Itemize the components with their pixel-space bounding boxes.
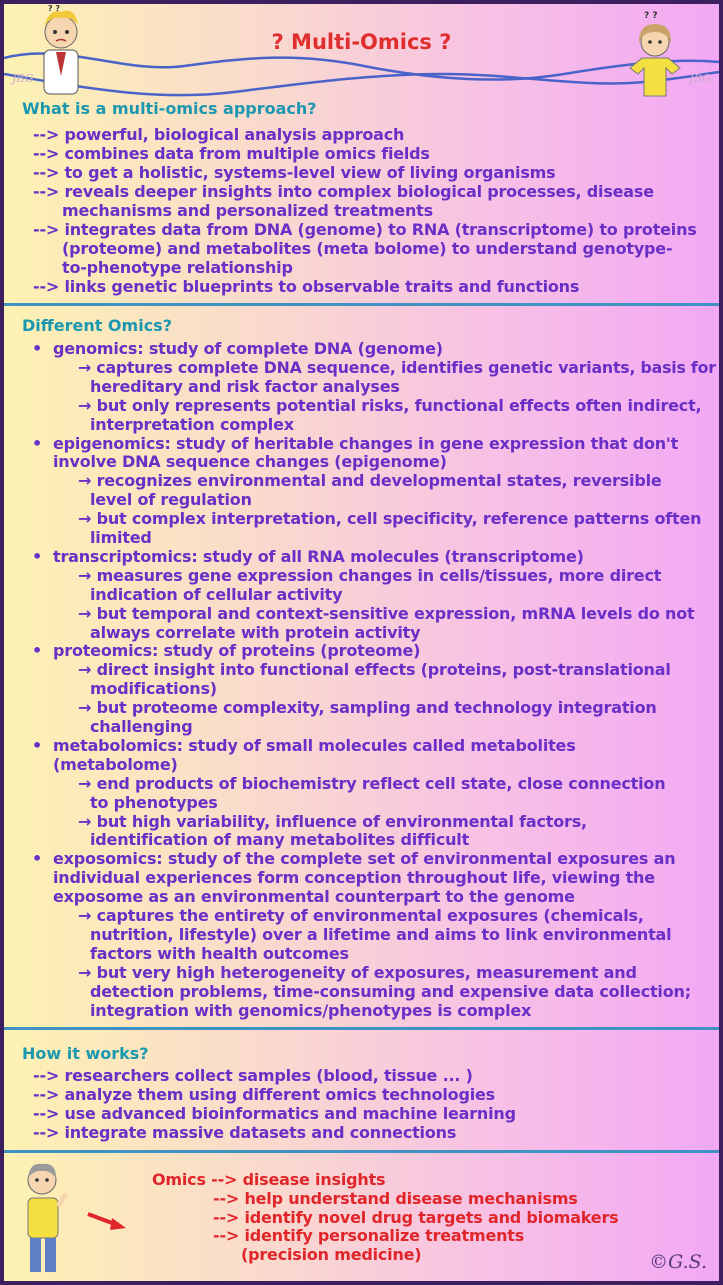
omics-item-detail: to phenotypes [90, 793, 218, 812]
intro-line: --> combines data from multiple omics fields [33, 144, 430, 163]
section-divider [4, 303, 719, 306]
section-divider [4, 1150, 719, 1153]
omics-heading: Different Omics? [22, 316, 172, 335]
omics-item-detail: detection problems, time-consuming and expensive data collection; [90, 982, 691, 1001]
omics-item-detail: → but high variability, influence of environmental factors, [78, 812, 587, 831]
omics-item-detail: challenging [90, 717, 193, 736]
omics-item-detail: → but very high heterogeneity of exposures, measurement and [78, 963, 637, 982]
omics-item-title: metabolomics: study of small molecules called metabolites [53, 736, 576, 755]
omics-item-detail: involve DNA sequence changes (epigenome) [53, 452, 447, 471]
omics-item-detail: hereditary and risk factor analyses [90, 377, 400, 396]
omics-item-detail: interpretation complex [90, 415, 294, 434]
omics-item-title: transcriptomics: study of all RNA molecules (transcriptome) [53, 547, 584, 566]
omics-item-detail: → captures complete DNA sequence, identifies genetic variants, basis for [78, 358, 716, 377]
thinking-character-icon [12, 1154, 72, 1278]
omics-item-detail: indication of cellular activity [90, 585, 343, 604]
how-line: --> integrate massive datasets and connections [33, 1123, 457, 1142]
section-divider [4, 1027, 719, 1030]
page-frame [4, 4, 719, 1281]
omics-item-detail: integration with genomics/phenotypes is complex [90, 1001, 532, 1020]
omics-item-title: exposomics: study of the complete set of environmental exposures an [53, 849, 676, 868]
omics-item-detail: → but only represents potential risks, functional effects often indirect, [78, 396, 702, 415]
intro-line: mechanisms and personalized treatments [62, 201, 433, 220]
omics-item-detail: always correlate with protein activity [90, 623, 421, 642]
conclusion-line: --> identify personalize treatments [213, 1226, 525, 1245]
bullet-dot-icon: • [32, 547, 43, 566]
omics-item-detail: → but proteome complexity, sampling and technology integration [78, 698, 657, 717]
omics-item-detail: individual experiences form conception throughout life, viewing the [53, 868, 655, 887]
intro-line: --> links genetic blueprints to observable traits and functions [33, 277, 580, 296]
corner-mark-left: JBG [12, 72, 34, 85]
intro-line: (proteome) and metabolites (meta bolome) to understand genotype- [62, 239, 673, 258]
how-line: --> researchers collect samples (blood, tissue ... ) [33, 1066, 473, 1085]
omics-item-detail: → but complex interpretation, cell specificity, reference patterns often [78, 509, 702, 528]
omics-item-detail: level of regulation [90, 490, 252, 509]
intro-line: --> to get a holistic, systems-level view of living organisms [33, 163, 556, 182]
omics-item-detail: → but temporal and context-sensitive expression, mRNA levels do not [78, 604, 695, 623]
omics-item-title: proteomics: study of proteins (proteome) [53, 641, 421, 660]
bullet-dot-icon: • [32, 849, 43, 868]
arrow-right-icon [86, 1210, 130, 1232]
conclusion-line: Omics --> disease insights [152, 1170, 386, 1189]
signature: ©G.S. [649, 1251, 707, 1273]
omics-item-detail: → recognizes environmental and developmental states, reversible [78, 471, 662, 490]
omics-item-detail: factors with health outcomes [90, 944, 349, 963]
conclusion-line: (precision medicine) [241, 1245, 422, 1264]
omics-item-detail: → direct insight into functional effects (proteins, post-translational [78, 660, 671, 679]
how-line: --> use advanced bioinformatics and machine learning [33, 1104, 516, 1123]
corner-mark-right: JBG [689, 72, 711, 85]
bullet-dot-icon: • [32, 641, 43, 660]
omics-item-detail: → end products of biochemistry reflect cell state, close connection [78, 774, 666, 793]
omics-item-detail: (metabolome) [53, 755, 178, 774]
bullet-dot-icon: • [32, 434, 43, 453]
intro-heading: What is a multi-omics approach? [22, 99, 317, 118]
omics-item-detail: modifications) [90, 679, 217, 698]
omics-item-detail: limited [90, 528, 152, 547]
svg-text:? ?: ? ? [644, 11, 658, 21]
bullet-dot-icon: • [32, 339, 43, 358]
bullet-dot-icon: • [32, 736, 43, 755]
svg-text:? ?: ? ? [48, 4, 61, 13]
omics-item-detail: identification of many metabolites difficult [90, 830, 470, 849]
conclusion-line: --> help understand disease mechanisms [213, 1189, 578, 1208]
how-heading: How it works? [22, 1044, 149, 1063]
omics-item-detail: nutrition, lifestyle) over a lifetime and aims to link environmental [90, 925, 672, 944]
omics-item-title: epigenomics: study of heritable changes in gene expression that don't [53, 434, 679, 453]
intro-line: --> integrates data from DNA (genome) to RNA (transcriptome) to proteins [33, 220, 697, 239]
intro-line: --> powerful, biological analysis approach [33, 125, 405, 144]
page-title: ? Multi-Omics ? [271, 30, 452, 54]
omics-item-detail: → measures gene expression changes in cells/tissues, more direct [78, 566, 662, 585]
omics-item-detail: exposome as an environmental counterpart to the genome [53, 887, 575, 906]
how-line: --> analyze them using different omics technologies [33, 1085, 495, 1104]
omics-item-title: genomics: study of complete DNA (genome) [53, 339, 443, 358]
omics-item-detail: → captures the entirety of environmental exposures (chemicals, [78, 906, 644, 925]
conclusion-line: --> identify novel drug targets and biomakers [213, 1208, 619, 1227]
intro-line: --> reveals deeper insights into complex biological processes, disease [33, 182, 654, 201]
intro-line: to-phenotype relationship [62, 258, 293, 277]
